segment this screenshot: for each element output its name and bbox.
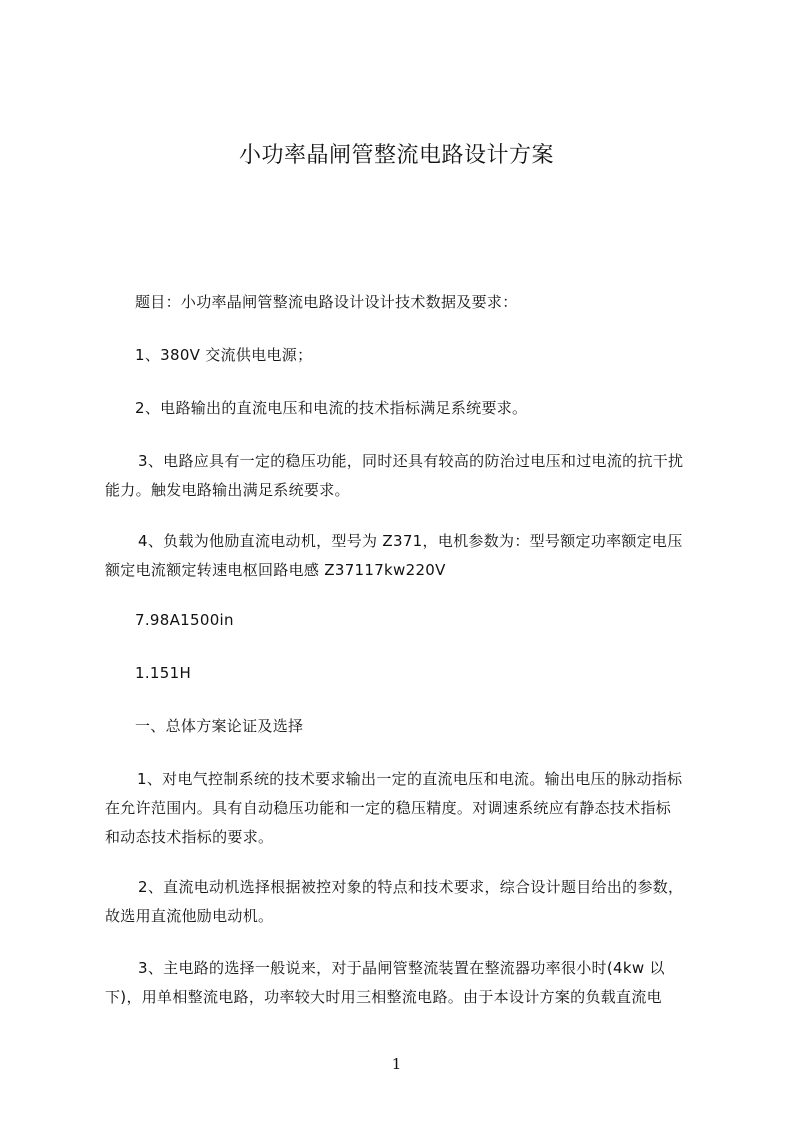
paragraph-line: 2、直流电动机选择根据被控对象的特点和技术要求，综合设计题目给出的参数， — [138, 878, 684, 896]
paragraph-current-speed — [135, 606, 735, 635]
paragraph-line: 1、380V 交流供电电源； — [135, 346, 313, 364]
paragraph-line: 7.98A1500in — [135, 611, 234, 629]
paragraph-line: 3、电路应具有一定的稳压功能，同时还具有较高的防治过电压和过电流的抗干扰 — [138, 452, 684, 470]
page-number: 1 — [391, 1055, 402, 1073]
paragraph-line: 能力。触发电路输出满足系统要求。 — [105, 481, 350, 499]
paragraph-requirement-3 — [105, 447, 705, 505]
paragraph-line: 题目：小功率晶闸管整流电路设计设计技术数据及要求： — [135, 293, 518, 311]
paragraph-topic — [135, 288, 735, 317]
paragraph-line: 下)，用单相整流电路，功率较大时用三相整流电路。由于本设计方案的负载直流电 — [105, 988, 662, 1006]
paragraph-section-3 — [105, 954, 705, 1012]
paragraph-line: 1.151H — [135, 664, 192, 682]
section-heading — [135, 712, 735, 741]
paragraph-line: 和动态技术指标的要求。 — [105, 828, 274, 846]
paragraph-line: 在允许范围内。具有自动稳压功能和一定的稳压精度。对调速系统应有静态技术指标 — [105, 799, 672, 817]
paragraph-line: 额定电流额定转速电枢回路电感 Z37117kw220V — [105, 561, 446, 579]
paragraph-requirement-2 — [135, 394, 735, 423]
paragraph-requirement-1 — [135, 341, 735, 370]
paragraph-line: 故选用直流他励电动机。 — [105, 907, 274, 925]
document-title: 小功率晶闸管整流电路设计方案 — [238, 143, 554, 168]
paragraph-line: 4、负载为他励直流电动机，型号为 Z371，电机参数为：型号额定功率额定电压 — [138, 532, 683, 550]
paragraph-section-2 — [105, 873, 705, 931]
paragraph-line: 3、主电路的选择一般说来，对于晶闸管整流装置在整流器功率很小时(4kw 以 — [138, 959, 665, 977]
paragraph-inductance — [135, 659, 735, 688]
paragraph-requirement-4 — [105, 527, 705, 585]
paragraph-line: 2、电路输出的直流电压和电流的技术指标满足系统要求。 — [135, 399, 528, 417]
paragraph-section-1 — [105, 765, 705, 852]
paragraph-line: 一、总体方案论证及选择 — [135, 717, 304, 735]
paragraph-line: 1、对电气控制系统的技术要求输出一定的直流电压和电流。输出电压的脉动指标 — [137, 770, 683, 788]
